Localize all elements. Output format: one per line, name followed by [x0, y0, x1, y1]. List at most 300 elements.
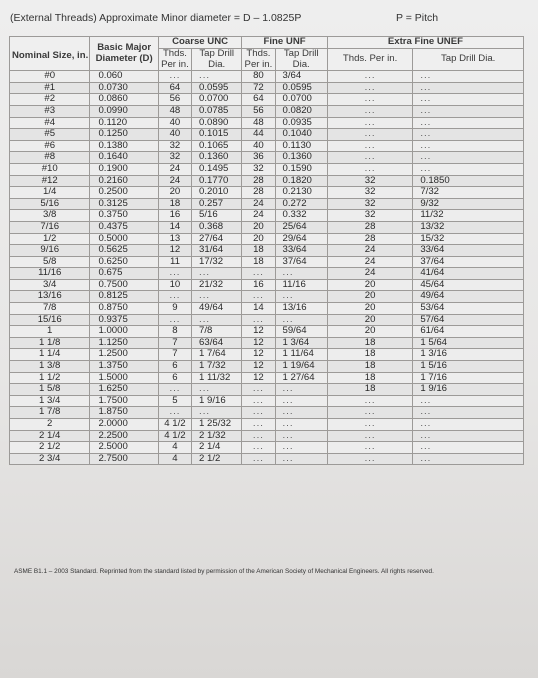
cell-fine-tap-drill: 1 11/64: [275, 349, 327, 361]
cell-basic-major-diameter: 2.5000: [90, 442, 158, 454]
cell-coarse-tap-drill: 0.0785: [192, 105, 242, 117]
cell-extra-tap-drill: 1 3/16: [413, 349, 524, 361]
cell-coarse-thds: 4: [158, 453, 191, 465]
cell-basic-major-diameter: 1.0000: [90, 326, 158, 338]
cell-extra-tap-drill: ...: [413, 82, 524, 94]
cell-extra-thds: 20: [327, 314, 412, 326]
table-row: [10, 453, 524, 465]
cell-fine-tap-drill: 3/64: [275, 71, 327, 83]
cell-nominal-size: 1 3/8: [10, 361, 90, 373]
cell-fine-thds: 72: [242, 82, 275, 94]
cell-extra-thds: ...: [327, 129, 412, 141]
cell-basic-major-diameter: 0.8125: [90, 291, 158, 303]
cell-extra-thds: 20: [327, 291, 412, 303]
cell-extra-tap-drill: 53/64: [413, 303, 524, 315]
cell-nominal-size: 15/16: [10, 314, 90, 326]
cell-nominal-size: #0: [10, 71, 90, 83]
cell-fine-thds: 24: [242, 198, 275, 210]
cell-coarse-thds: 14: [158, 221, 191, 233]
cell-coarse-thds: ...: [158, 384, 191, 396]
cell-extra-tap-drill: 41/64: [413, 268, 524, 280]
cell-coarse-tap-drill: 0.1360: [192, 152, 242, 164]
cell-fine-thds: ...: [242, 453, 275, 465]
cell-extra-thds: ...: [327, 419, 412, 431]
cell-fine-thds: 56: [242, 105, 275, 117]
table-row: [10, 245, 524, 257]
cell-coarse-tap-drill: 17/32: [192, 256, 242, 268]
cell-extra-tap-drill: ...: [413, 140, 524, 152]
cell-extra-thds: 20: [327, 279, 412, 291]
cell-fine-tap-drill: 59/64: [275, 326, 327, 338]
cell-extra-thds: ...: [327, 82, 412, 94]
table-row: [10, 372, 524, 384]
table-row: [10, 430, 524, 442]
cell-extra-thds: 20: [327, 326, 412, 338]
cell-fine-tap-drill: 0.1040: [275, 129, 327, 141]
cell-fine-tap-drill: ...: [275, 453, 327, 465]
table-row: [10, 442, 524, 454]
cell-fine-tap-drill: 0.1820: [275, 175, 327, 187]
cell-basic-major-diameter: 0.9375: [90, 314, 158, 326]
cell-nominal-size: 1/4: [10, 187, 90, 199]
cell-extra-thds: 24: [327, 256, 412, 268]
cell-basic-major-diameter: 0.8750: [90, 303, 158, 315]
cell-extra-thds: ...: [327, 430, 412, 442]
cell-fine-thds: ...: [242, 384, 275, 396]
cell-coarse-thds: 32: [158, 152, 191, 164]
cell-extra-tap-drill: 15/32: [413, 233, 524, 245]
cell-fine-thds: 80: [242, 71, 275, 83]
cell-nominal-size: 3/4: [10, 279, 90, 291]
cell-coarse-thds: ...: [158, 268, 191, 280]
cell-nominal-size: 1 1/2: [10, 372, 90, 384]
cell-fine-thds: 24: [242, 210, 275, 222]
cell-coarse-tap-drill: 0.1015: [192, 129, 242, 141]
cell-fine-tap-drill: 0.0595: [275, 82, 327, 94]
cell-coarse-tap-drill: 0.0595: [192, 82, 242, 94]
cell-basic-major-diameter: 1.2500: [90, 349, 158, 361]
cell-nominal-size: 11/16: [10, 268, 90, 280]
cell-basic-major-diameter: 1.1250: [90, 337, 158, 349]
cell-fine-tap-drill: 0.332: [275, 210, 327, 222]
cell-coarse-tap-drill: 0.368: [192, 221, 242, 233]
table-row: [10, 349, 524, 361]
cell-extra-tap-drill: 0.1850: [413, 175, 524, 187]
table-row: [10, 94, 524, 106]
cell-basic-major-diameter: 0.0990: [90, 105, 158, 117]
cell-nominal-size: #4: [10, 117, 90, 129]
cell-coarse-tap-drill: 0.257: [192, 198, 242, 210]
cell-coarse-thds: ...: [158, 314, 191, 326]
cell-coarse-tap-drill: 0.1495: [192, 163, 242, 175]
table-row: [10, 314, 524, 326]
cell-nominal-size: 9/16: [10, 245, 90, 257]
cell-fine-thds: 14: [242, 303, 275, 315]
cell-coarse-tap-drill: ...: [192, 384, 242, 396]
cell-fine-thds: 48: [242, 117, 275, 129]
cell-fine-tap-drill: ...: [275, 430, 327, 442]
cell-coarse-tap-drill: 0.1770: [192, 175, 242, 187]
table-row: [10, 221, 524, 233]
cell-fine-thds: 16: [242, 279, 275, 291]
cell-fine-tap-drill: ...: [275, 314, 327, 326]
cell-extra-thds: ...: [327, 71, 412, 83]
cell-extra-thds: ...: [327, 442, 412, 454]
cell-extra-tap-drill: 7/32: [413, 187, 524, 199]
cell-nominal-size: #6: [10, 140, 90, 152]
cell-coarse-thds: 7: [158, 349, 191, 361]
cell-basic-major-diameter: 1.5000: [90, 372, 158, 384]
page-header: [10, 4, 530, 28]
cell-extra-tap-drill: 11/32: [413, 210, 524, 222]
cell-coarse-thds: 24: [158, 163, 191, 175]
cell-coarse-thds: 12: [158, 245, 191, 257]
thread-size-table: [9, 36, 524, 465]
cell-fine-thds: 12: [242, 361, 275, 373]
cell-coarse-tap-drill: 1 25/32: [192, 419, 242, 431]
cell-fine-tap-drill: 25/64: [275, 221, 327, 233]
cell-extra-tap-drill: 13/32: [413, 221, 524, 233]
pitch-note: P = Pitch: [396, 12, 439, 24]
cell-coarse-thds: 13: [158, 233, 191, 245]
cell-extra-thds: 28: [327, 221, 412, 233]
table-row: [10, 152, 524, 164]
cell-nominal-size: 7/8: [10, 303, 90, 315]
cell-coarse-tap-drill: 1 7/64: [192, 349, 242, 361]
cell-basic-major-diameter: 0.4375: [90, 221, 158, 233]
cell-extra-thds: ...: [327, 140, 412, 152]
cell-basic-major-diameter: 2.0000: [90, 419, 158, 431]
cell-extra-tap-drill: ...: [413, 430, 524, 442]
header-coarse-thds: Thds. Per in.: [158, 49, 191, 71]
cell-extra-tap-drill: 1 5/64: [413, 337, 524, 349]
cell-basic-major-diameter: 0.2500: [90, 187, 158, 199]
cell-nominal-size: 3/8: [10, 210, 90, 222]
cell-basic-major-diameter: 1.6250: [90, 384, 158, 396]
cell-extra-thds: 18: [327, 361, 412, 373]
cell-extra-thds: ...: [327, 105, 412, 117]
cell-fine-tap-drill: 0.272: [275, 198, 327, 210]
cell-coarse-thds: 48: [158, 105, 191, 117]
cell-coarse-thds: 11: [158, 256, 191, 268]
table-row: [10, 407, 524, 419]
cell-extra-tap-drill: ...: [413, 395, 524, 407]
cell-coarse-tap-drill: 49/64: [192, 303, 242, 315]
cell-basic-major-diameter: 0.7500: [90, 279, 158, 291]
cell-fine-tap-drill: 33/64: [275, 245, 327, 257]
table-row: [10, 395, 524, 407]
cell-coarse-tap-drill: 2 1/32: [192, 430, 242, 442]
table-row: [10, 117, 524, 129]
thread-table-body: [10, 71, 524, 465]
cell-coarse-tap-drill: ...: [192, 407, 242, 419]
cell-extra-tap-drill: 1 5/16: [413, 361, 524, 373]
cell-coarse-thds: 20: [158, 187, 191, 199]
cell-coarse-thds: 7: [158, 337, 191, 349]
cell-coarse-thds: 4 1/2: [158, 419, 191, 431]
cell-extra-tap-drill: 1 7/16: [413, 372, 524, 384]
cell-extra-tap-drill: ...: [413, 453, 524, 465]
cell-coarse-thds: 10: [158, 279, 191, 291]
table-row: [10, 175, 524, 187]
cell-coarse-thds: 18: [158, 198, 191, 210]
cell-nominal-size: 1 3/4: [10, 395, 90, 407]
header-fine-thds: Thds. Per in.: [242, 49, 275, 71]
table-row: [10, 419, 524, 431]
cell-extra-tap-drill: 57/64: [413, 314, 524, 326]
table-row: [10, 279, 524, 291]
cell-basic-major-diameter: 0.1250: [90, 129, 158, 141]
cell-fine-tap-drill: 11/16: [275, 279, 327, 291]
cell-basic-major-diameter: 0.5000: [90, 233, 158, 245]
cell-coarse-tap-drill: 27/64: [192, 233, 242, 245]
cell-extra-thds: 18: [327, 337, 412, 349]
cell-extra-tap-drill: ...: [413, 117, 524, 129]
cell-fine-tap-drill: ...: [275, 268, 327, 280]
cell-extra-thds: 32: [327, 210, 412, 222]
cell-coarse-thds: 6: [158, 361, 191, 373]
cell-nominal-size: 1 1/8: [10, 337, 90, 349]
cell-extra-thds: ...: [327, 163, 412, 175]
cell-extra-thds: 18: [327, 384, 412, 396]
cell-extra-tap-drill: 49/64: [413, 291, 524, 303]
cell-fine-tap-drill: ...: [275, 442, 327, 454]
cell-coarse-tap-drill: 21/32: [192, 279, 242, 291]
table-caption: (External Threads) Approximate Minor diameter = D – 1.0825P: [10, 12, 302, 24]
cell-nominal-size: 7/16: [10, 221, 90, 233]
cell-fine-tap-drill: 0.2130: [275, 187, 327, 199]
cell-fine-thds: 18: [242, 245, 275, 257]
table-row: [10, 303, 524, 315]
cell-nominal-size: 2 1/2: [10, 442, 90, 454]
cell-basic-major-diameter: 0.1120: [90, 117, 158, 129]
cell-basic-major-diameter: 0.060: [90, 71, 158, 83]
cell-coarse-thds: 5: [158, 395, 191, 407]
cell-fine-tap-drill: 29/64: [275, 233, 327, 245]
header-fine-tap-drill: Tap Drill Dia.: [275, 49, 327, 71]
header-coarse-unc: Coarse UNC: [158, 37, 241, 49]
cell-nominal-size: #2: [10, 94, 90, 106]
cell-fine-thds: 12: [242, 372, 275, 384]
cell-fine-tap-drill: ...: [275, 419, 327, 431]
cell-coarse-tap-drill: 2 1/2: [192, 453, 242, 465]
cell-coarse-thds: 4 1/2: [158, 430, 191, 442]
cell-nominal-size: #5: [10, 129, 90, 141]
cell-coarse-thds: 9: [158, 303, 191, 315]
cell-nominal-size: 1 5/8: [10, 384, 90, 396]
cell-coarse-tap-drill: 2 1/4: [192, 442, 242, 454]
cell-fine-thds: ...: [242, 395, 275, 407]
cell-coarse-thds: 64: [158, 82, 191, 94]
cell-coarse-thds: 32: [158, 140, 191, 152]
cell-extra-tap-drill: ...: [413, 152, 524, 164]
table-row: [10, 105, 524, 117]
cell-extra-thds: 20: [327, 303, 412, 315]
cell-nominal-size: #8: [10, 152, 90, 164]
cell-extra-tap-drill: 9/32: [413, 198, 524, 210]
cell-basic-major-diameter: 2.2500: [90, 430, 158, 442]
cell-basic-major-diameter: 0.1380: [90, 140, 158, 152]
cell-coarse-tap-drill: 0.1065: [192, 140, 242, 152]
cell-extra-thds: 24: [327, 245, 412, 257]
table-row: [10, 256, 524, 268]
cell-fine-tap-drill: ...: [275, 395, 327, 407]
cell-nominal-size: #3: [10, 105, 90, 117]
table-row: [10, 384, 524, 396]
table-row: [10, 268, 524, 280]
cell-fine-thds: 12: [242, 349, 275, 361]
cell-basic-major-diameter: 0.6250: [90, 256, 158, 268]
cell-extra-tap-drill: ...: [413, 163, 524, 175]
header-extra-fine-unef: Extra Fine UNEF: [327, 37, 523, 49]
cell-extra-thds: 18: [327, 372, 412, 384]
cell-coarse-tap-drill: 5/16: [192, 210, 242, 222]
cell-basic-major-diameter: 0.3125: [90, 198, 158, 210]
cell-fine-thds: ...: [242, 407, 275, 419]
cell-coarse-thds: 24: [158, 175, 191, 187]
cell-fine-thds: 40: [242, 140, 275, 152]
cell-fine-tap-drill: 0.1360: [275, 152, 327, 164]
cell-coarse-thds: ...: [158, 291, 191, 303]
header-nominal-size: Nominal Size, in.: [10, 37, 90, 71]
header-fine-unf: Fine UNF: [242, 37, 328, 49]
cell-extra-tap-drill: ...: [413, 129, 524, 141]
cell-extra-tap-drill: 1 9/16: [413, 384, 524, 396]
cell-coarse-tap-drill: ...: [192, 314, 242, 326]
cell-extra-tap-drill: ...: [413, 442, 524, 454]
table-row: [10, 187, 524, 199]
cell-fine-thds: 18: [242, 256, 275, 268]
cell-fine-thds: 36: [242, 152, 275, 164]
cell-fine-tap-drill: 0.0820: [275, 105, 327, 117]
cell-fine-thds: ...: [242, 419, 275, 431]
cell-basic-major-diameter: 0.675: [90, 268, 158, 280]
cell-coarse-tap-drill: ...: [192, 291, 242, 303]
cell-coarse-tap-drill: ...: [192, 71, 242, 83]
cell-fine-tap-drill: 37/64: [275, 256, 327, 268]
cell-coarse-thds: 16: [158, 210, 191, 222]
cell-coarse-tap-drill: 7/8: [192, 326, 242, 338]
cell-nominal-size: 1/2: [10, 233, 90, 245]
cell-basic-major-diameter: 0.3750: [90, 210, 158, 222]
cell-coarse-tap-drill: 0.0700: [192, 94, 242, 106]
cell-fine-thds: 20: [242, 233, 275, 245]
cell-fine-thds: ...: [242, 442, 275, 454]
table-row: [10, 233, 524, 245]
cell-extra-thds: 24: [327, 268, 412, 280]
cell-fine-thds: 20: [242, 221, 275, 233]
cell-fine-tap-drill: 0.0700: [275, 94, 327, 106]
cell-coarse-tap-drill: 0.2010: [192, 187, 242, 199]
cell-extra-tap-drill: 45/64: [413, 279, 524, 291]
cell-nominal-size: 13/16: [10, 291, 90, 303]
cell-coarse-tap-drill: 1 9/16: [192, 395, 242, 407]
cell-coarse-tap-drill: 0.0890: [192, 117, 242, 129]
cell-coarse-thds: 6: [158, 372, 191, 384]
cell-fine-tap-drill: ...: [275, 407, 327, 419]
cell-fine-tap-drill: ...: [275, 291, 327, 303]
table-row: [10, 361, 524, 373]
cell-extra-thds: ...: [327, 117, 412, 129]
header-extra-tap-drill: Tap Drill Dia.: [413, 49, 524, 71]
cell-fine-thds: ...: [242, 430, 275, 442]
table-row: [10, 326, 524, 338]
cell-extra-thds: ...: [327, 453, 412, 465]
cell-fine-thds: 44: [242, 129, 275, 141]
cell-extra-thds: 18: [327, 349, 412, 361]
header-coarse-tap-drill: Tap Drill Dia.: [192, 49, 242, 71]
cell-fine-thds: ...: [242, 268, 275, 280]
cell-fine-tap-drill: 0.1130: [275, 140, 327, 152]
cell-nominal-size: #12: [10, 175, 90, 187]
cell-nominal-size: 2 1/4: [10, 430, 90, 442]
cell-nominal-size: 1: [10, 326, 90, 338]
cell-basic-major-diameter: 1.7500: [90, 395, 158, 407]
table-row: [10, 291, 524, 303]
cell-fine-tap-drill: 1 27/64: [275, 372, 327, 384]
cell-nominal-size: 5/8: [10, 256, 90, 268]
cell-fine-tap-drill: 1 19/64: [275, 361, 327, 373]
table-row: [10, 163, 524, 175]
cell-coarse-tap-drill: 63/64: [192, 337, 242, 349]
table-row: [10, 82, 524, 94]
cell-fine-thds: ...: [242, 291, 275, 303]
cell-extra-thds: 32: [327, 198, 412, 210]
cell-nominal-size: 1 1/4: [10, 349, 90, 361]
cell-extra-tap-drill: ...: [413, 94, 524, 106]
cell-coarse-thds: 56: [158, 94, 191, 106]
cell-fine-thds: 28: [242, 187, 275, 199]
cell-extra-thds: 32: [327, 187, 412, 199]
cell-extra-tap-drill: 61/64: [413, 326, 524, 338]
cell-coarse-tap-drill: 31/64: [192, 245, 242, 257]
cell-extra-tap-drill: ...: [413, 419, 524, 431]
cell-coarse-tap-drill: 1 7/32: [192, 361, 242, 373]
cell-basic-major-diameter: 0.1900: [90, 163, 158, 175]
source-footnote: ASME B1.1 – 2003 Standard. Reprinted from the standard listed by permission of the American Society of Mechanical Engineers. All rights reserved.: [14, 568, 434, 575]
cell-nominal-size: #1: [10, 82, 90, 94]
table-row: [10, 129, 524, 141]
cell-extra-thds: 28: [327, 233, 412, 245]
cell-fine-thds: 28: [242, 175, 275, 187]
header-basic-major-diameter: Basic Major Diameter (D): [90, 37, 158, 71]
cell-basic-major-diameter: 0.5625: [90, 245, 158, 257]
cell-fine-thds: 32: [242, 163, 275, 175]
table-row: [10, 140, 524, 152]
cell-basic-major-diameter: 0.0730: [90, 82, 158, 94]
cell-basic-major-diameter: 0.0860: [90, 94, 158, 106]
cell-fine-tap-drill: 0.1590: [275, 163, 327, 175]
cell-extra-tap-drill: 33/64: [413, 245, 524, 257]
cell-basic-major-diameter: 0.2160: [90, 175, 158, 187]
cell-extra-thds: ...: [327, 407, 412, 419]
cell-extra-thds: 32: [327, 175, 412, 187]
cell-nominal-size: #10: [10, 163, 90, 175]
cell-fine-thds: 12: [242, 337, 275, 349]
cell-basic-major-diameter: 0.1640: [90, 152, 158, 164]
cell-extra-thds: ...: [327, 395, 412, 407]
cell-coarse-thds: 40: [158, 117, 191, 129]
cell-nominal-size: 5/16: [10, 198, 90, 210]
cell-coarse-thds: ...: [158, 407, 191, 419]
cell-fine-tap-drill: 13/16: [275, 303, 327, 315]
cell-fine-tap-drill: 0.0935: [275, 117, 327, 129]
cell-coarse-thds: 40: [158, 129, 191, 141]
cell-coarse-thds: 8: [158, 326, 191, 338]
cell-fine-tap-drill: ...: [275, 384, 327, 396]
cell-basic-major-diameter: 2.7500: [90, 453, 158, 465]
cell-basic-major-diameter: 1.8750: [90, 407, 158, 419]
